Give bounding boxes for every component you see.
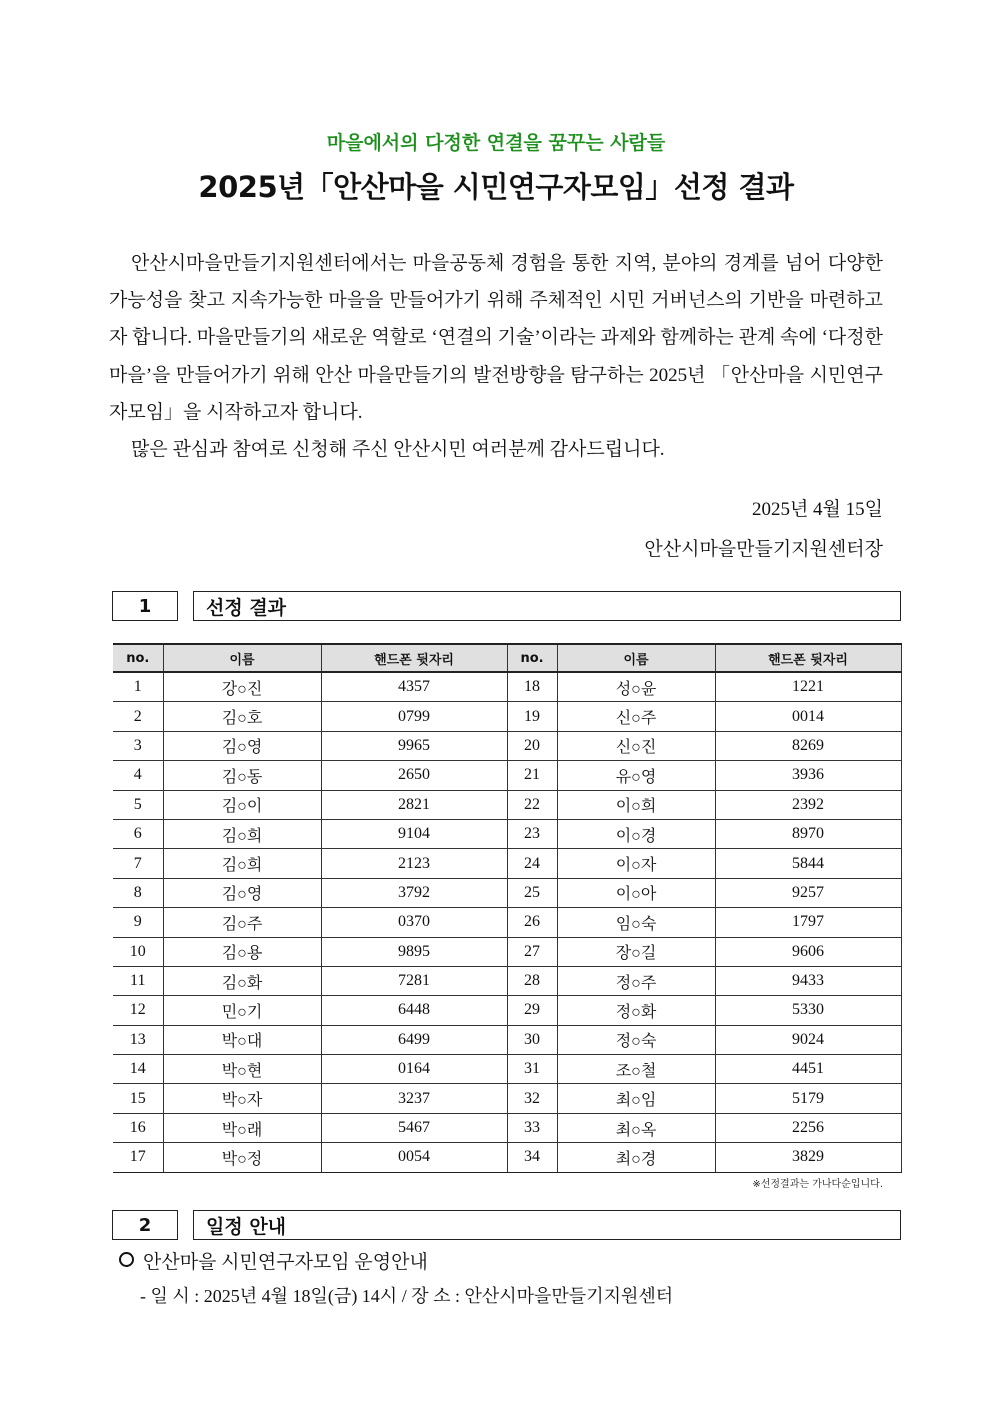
row-no: 7 (113, 849, 163, 878)
row-phone: 9433 (715, 966, 901, 995)
row-no: 8 (113, 878, 163, 907)
row-phone: 2392 (715, 790, 901, 819)
row-no: 11 (113, 966, 163, 995)
row-phone: 9606 (715, 937, 901, 966)
schedule-info: - 일 시 : 2025년 4월 18일(금) 14시 / 장 소 : 안산시마을만들기지원센터 (140, 1286, 674, 1306)
column-header-no: no. (113, 644, 163, 672)
table-row (113, 1084, 901, 1113)
row-name: 김○영 (163, 731, 321, 760)
row-phone: 5844 (715, 849, 901, 878)
row-name: 김○동 (163, 761, 321, 790)
table-row (113, 966, 901, 995)
row-phone: 0054 (321, 1143, 507, 1172)
row-no: 20 (507, 731, 557, 760)
row-name: 정○숙 (557, 1025, 715, 1054)
circle-bullet-icon (119, 1252, 134, 1267)
row-no: 12 (113, 996, 163, 1025)
row-phone: 9104 (321, 819, 507, 848)
document-date: 2025년 4월 15일 (751, 499, 883, 520)
intro-paragraph-1: 안산시마을만들기지원센터에서는 마을공동체 경험을 통한 지역, 분야의 경계를 넘어 다양한 가능성을 찾고 지속가능한 마을을 만들어가기 위해 주체적인 시민 거버넌스의 기반을 마련하고자 합니다. 마을만들기의 새로운 역할로 ‘연결의 기술’이라는 과제와 함께하는 관계 속에 ‘다정한 마을’을 만들어가기 위해 안산 마을만들기의 발전방향을 탐구하는 2025년 「안산마을 시민연구자모임」을 시작하고자 합니다. (109, 253, 883, 423)
row-no: 29 (507, 996, 557, 1025)
row-phone: 5330 (715, 996, 901, 1025)
row-phone: 3936 (715, 761, 901, 790)
row-name: 박○현 (163, 1055, 321, 1084)
row-phone: 9024 (715, 1025, 901, 1054)
row-phone: 2256 (715, 1113, 901, 1142)
section-1-number: 1 (112, 591, 178, 621)
row-phone: 5467 (321, 1113, 507, 1142)
row-name: 이○자 (557, 849, 715, 878)
row-no: 23 (507, 819, 557, 848)
row-name: 이○희 (557, 790, 715, 819)
row-phone: 1797 (715, 908, 901, 937)
row-no: 30 (507, 1025, 557, 1054)
row-phone: 9257 (715, 878, 901, 907)
row-no: 27 (507, 937, 557, 966)
row-phone: 5179 (715, 1084, 901, 1113)
row-no: 25 (507, 878, 557, 907)
column-header-phone: 핸드폰 뒷자리 (321, 644, 507, 672)
intro-text (109, 245, 883, 468)
row-no: 4 (113, 761, 163, 790)
row-name: 정○주 (557, 966, 715, 995)
row-no: 1 (113, 672, 163, 702)
row-name: 정○화 (557, 996, 715, 1025)
row-no: 17 (113, 1143, 163, 1172)
table-row (113, 1143, 901, 1172)
row-name: 신○진 (557, 731, 715, 760)
organization-signature: 안산시마을만들기지원센터장 (644, 539, 883, 560)
column-header-name: 이름 (557, 644, 715, 672)
row-no: 26 (507, 908, 557, 937)
row-name: 이○경 (557, 819, 715, 848)
row-no: 28 (507, 966, 557, 995)
row-name: 민○기 (163, 996, 321, 1025)
table-row (113, 1113, 901, 1142)
row-name: 조○철 (557, 1055, 715, 1084)
row-name: 김○주 (163, 908, 321, 937)
row-no: 5 (113, 790, 163, 819)
table-header-row (113, 644, 901, 672)
row-no: 6 (113, 819, 163, 848)
row-name: 박○자 (163, 1084, 321, 1113)
table-row (113, 672, 901, 702)
column-header-phone: 핸드폰 뒷자리 (715, 644, 901, 672)
schedule-bullet-text: 안산마을 시민연구자모임 운영안내 (143, 1252, 428, 1273)
row-phone: 8269 (715, 731, 901, 760)
row-phone: 8970 (715, 819, 901, 848)
row-name: 신○주 (557, 702, 715, 731)
row-name: 김○이 (163, 790, 321, 819)
row-phone: 2123 (321, 849, 507, 878)
row-no: 9 (113, 908, 163, 937)
row-name: 김○호 (163, 702, 321, 731)
table-row (113, 908, 901, 937)
row-phone: 2821 (321, 790, 507, 819)
row-phone: 7281 (321, 966, 507, 995)
row-no: 14 (113, 1055, 163, 1084)
table-row (113, 1025, 901, 1054)
row-phone: 2650 (321, 761, 507, 790)
row-phone: 4357 (321, 672, 507, 702)
selection-result-table (113, 643, 902, 1173)
row-name: 김○희 (163, 819, 321, 848)
table-row (113, 819, 901, 848)
row-phone: 3237 (321, 1084, 507, 1113)
table-row (113, 1055, 901, 1084)
row-name: 강○진 (163, 672, 321, 702)
row-phone: 6448 (321, 996, 507, 1025)
row-no: 22 (507, 790, 557, 819)
document-subtitle: 마을에서의 다정한 연결을 꿈꾸는 사람들 (326, 132, 666, 154)
row-no: 32 (507, 1084, 557, 1113)
table-row (113, 761, 901, 790)
row-name: 임○숙 (557, 908, 715, 937)
intro-paragraph-2: 많은 관심과 참여로 신청해 주신 안산시민 여러분께 감사드립니다. (131, 439, 665, 461)
row-no: 33 (507, 1113, 557, 1142)
row-no: 18 (507, 672, 557, 702)
column-header-name: 이름 (163, 644, 321, 672)
table-row (113, 937, 901, 966)
row-phone: 1221 (715, 672, 901, 702)
row-no: 21 (507, 761, 557, 790)
row-phone: 9895 (321, 937, 507, 966)
column-header-no: no. (507, 644, 557, 672)
row-phone: 9965 (321, 731, 507, 760)
row-no: 16 (113, 1113, 163, 1142)
document-title: 2025년「안산마을 시민연구자모임」선정 결과 (198, 170, 794, 204)
row-no: 31 (507, 1055, 557, 1084)
row-phone: 3792 (321, 878, 507, 907)
row-phone: 3829 (715, 1143, 901, 1172)
row-name: 김○용 (163, 937, 321, 966)
row-phone: 6499 (321, 1025, 507, 1054)
row-name: 성○윤 (557, 672, 715, 702)
row-name: 이○아 (557, 878, 715, 907)
row-phone: 0164 (321, 1055, 507, 1084)
row-no: 3 (113, 731, 163, 760)
row-no: 15 (113, 1084, 163, 1113)
row-name: 최○임 (557, 1084, 715, 1113)
row-no: 34 (507, 1143, 557, 1172)
row-name: 박○정 (163, 1143, 321, 1172)
row-phone: 0014 (715, 702, 901, 731)
row-name: 장○길 (557, 937, 715, 966)
table-note: ※선정결과는 가나다순입니다. (752, 1179, 883, 1190)
row-phone: 0370 (321, 908, 507, 937)
section-2-title: 일정 안내 (193, 1210, 901, 1240)
section-2-number: 2 (112, 1210, 178, 1240)
row-name: 김○화 (163, 966, 321, 995)
table-row (113, 702, 901, 731)
row-no: 13 (113, 1025, 163, 1054)
row-name: 박○래 (163, 1113, 321, 1142)
row-no: 24 (507, 849, 557, 878)
row-name: 김○희 (163, 849, 321, 878)
table-row (113, 790, 901, 819)
table-row (113, 731, 901, 760)
row-no: 2 (113, 702, 163, 731)
table-row (113, 849, 901, 878)
row-phone: 0799 (321, 702, 507, 731)
row-phone: 4451 (715, 1055, 901, 1084)
schedule-bullet (119, 1247, 428, 1274)
row-name: 유○영 (557, 761, 715, 790)
row-name: 최○경 (557, 1143, 715, 1172)
row-name: 박○대 (163, 1025, 321, 1054)
table-row (113, 878, 901, 907)
table-row (113, 996, 901, 1025)
row-name: 최○옥 (557, 1113, 715, 1142)
row-name: 김○영 (163, 878, 321, 907)
section-1-title: 선정 결과 (193, 591, 901, 621)
row-no: 19 (507, 702, 557, 731)
row-no: 10 (113, 937, 163, 966)
